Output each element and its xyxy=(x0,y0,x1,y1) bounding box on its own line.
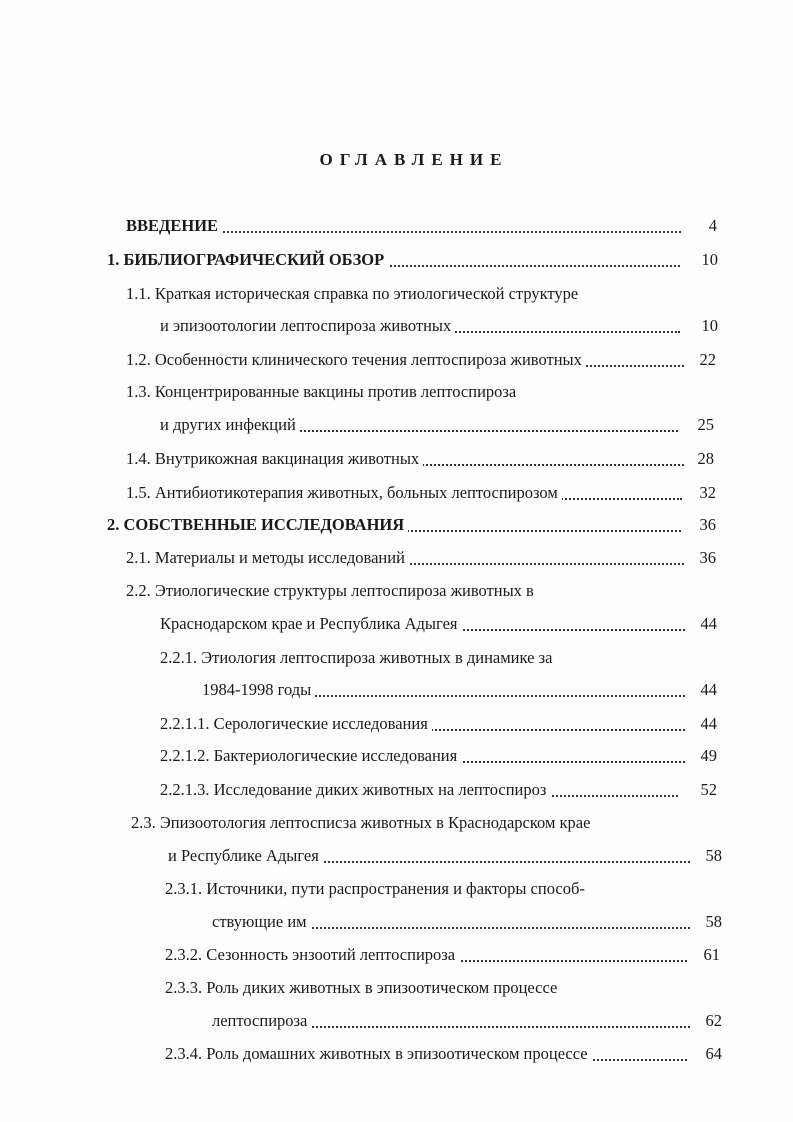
toc-page-2-2: 44 xyxy=(700,614,717,633)
toc-page-intro: 4 xyxy=(708,216,717,235)
toc-page-2-3-4: 64 xyxy=(705,1044,722,1063)
toc-entry-2-2-1-1: 2.2.1.1. Серологические исследования xyxy=(160,712,685,736)
toc-entry-2-2-1-line2: 1984-1998 годы xyxy=(202,678,685,702)
toc-entry-2-2-1-2: 2.2.1.2. Бактериологические исследования xyxy=(160,744,685,768)
toc-page-2-3-3: 62 xyxy=(705,1011,722,1030)
toc-page-1-5: 32 xyxy=(699,483,716,502)
toc-entry-1-4: 1.4. Внутрикожная вакцинация животных xyxy=(126,447,684,471)
toc-entry-intro: ВВЕДЕНИЕ xyxy=(126,214,681,238)
toc-page-1-1: 10 xyxy=(701,316,718,335)
toc-entry-2-2-line1: 2.2. Этиологические структуры лептоспироза животных в xyxy=(126,581,534,600)
toc-page-2-1: 36 xyxy=(699,548,716,567)
toc-page-section-1: 10 xyxy=(701,250,718,269)
toc-page-2-3: 58 xyxy=(705,846,722,865)
toc-page-2-2-1: 44 xyxy=(700,680,717,699)
toc-entry-section-2: 2. СОБСТВЕННЫЕ ИССЛЕДОВАНИЯ xyxy=(107,513,681,537)
toc-page-2-2-1-3: 52 xyxy=(700,780,717,799)
toc-entry-1-1-line1: 1.1. Краткая историческая справка по этиологической структуре xyxy=(126,284,579,303)
toc-page-2-3-2: 61 xyxy=(703,945,720,964)
toc-page-2-2-1-2: 49 xyxy=(700,746,717,765)
toc-entry-2-2-line2: Краснодарском крае и Республика Адыгея xyxy=(160,612,685,636)
toc-page-2-2-1-1: 44 xyxy=(700,714,717,733)
toc-page-section-2: 36 xyxy=(699,515,716,534)
toc-page-1-4: 28 xyxy=(697,449,714,468)
page-title: ОГЛАВЛЕНИЕ xyxy=(319,150,509,169)
toc-entry-2-1: 2.1. Материалы и методы исследований xyxy=(126,546,684,570)
toc-entry-1-1-line2: и эпизоотологии лептоспироза животных xyxy=(160,314,680,338)
toc-entry-section-1: 1. БИБЛИОГРАФИЧЕСКИЙ ОБЗОР xyxy=(107,248,680,272)
toc-entry-2-2-1-line1: 2.2.1. Этиология лептоспироза животных в динамике за xyxy=(160,648,553,667)
toc-entry-1-5: 1.5. Антибиотикотерапия животных, больных лептоспирозом xyxy=(126,481,682,505)
toc-entry-1-3-line2: и других инфекций xyxy=(160,413,678,437)
toc-entry-2-3-3-line2: лептоспироза xyxy=(212,1009,690,1033)
toc-entry-2-3-1-line1: 2.3.1. Источники, пути распространения и факторы способ- xyxy=(165,879,585,898)
toc-entry-2-3-3-line1: 2.3.3. Роль диких животных в эпизоотическом процессе xyxy=(165,978,558,997)
toc-entry-2-3-2: 2.3.2. Сезонность энзоотий лептоспироза xyxy=(165,943,687,967)
toc-entry-1-2: 1.2. Особенности клинического течения лептоспироза животных xyxy=(126,348,684,372)
toc-page-1-2: 22 xyxy=(699,350,716,369)
toc-entry-2-3-line2: и Республике Адыгея xyxy=(168,844,690,868)
toc-entry-1-3-line1: 1.3. Концентрированные вакцины против лептоспироза xyxy=(126,382,517,401)
toc-entry-2-3-1-line2: ствующие им xyxy=(212,910,690,934)
toc-entry-2-2-1-3: 2.2.1.3. Исследование диких животных на лептоспироз xyxy=(160,778,678,802)
toc-entry-2-3-4: 2.3.4. Роль домашних животных в эпизоотическом процессе xyxy=(165,1042,687,1066)
toc-page-2-3-1: 58 xyxy=(705,912,722,931)
toc-page-1-3: 25 xyxy=(697,415,714,434)
toc-entry-2-3-line1: 2.3. Эпизоотология лептосписза животных в Краснодарском крае xyxy=(131,813,591,832)
